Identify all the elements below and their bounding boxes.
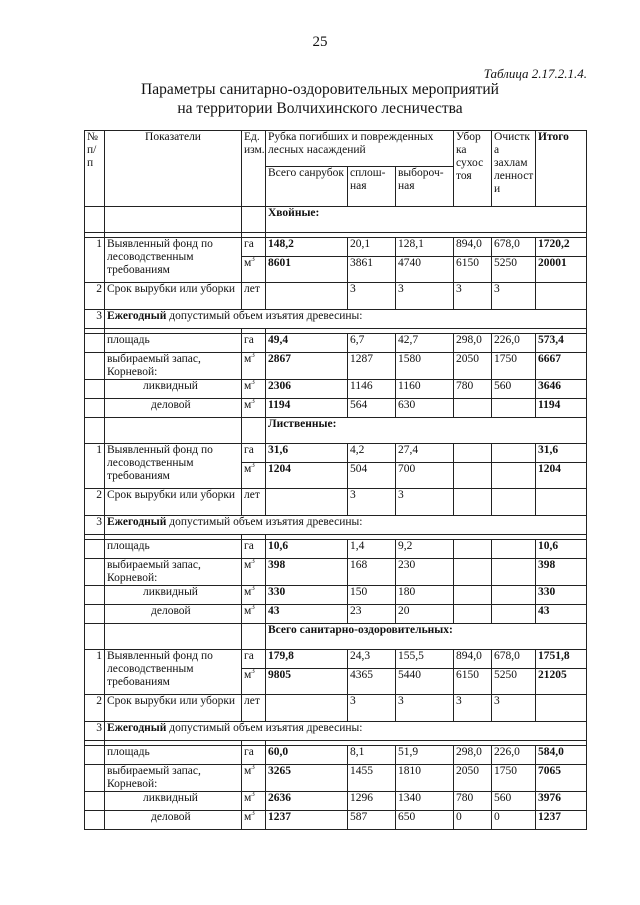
value-deadwood [454, 463, 492, 489]
annual-header-row [85, 310, 587, 329]
value-total: 43 [536, 605, 587, 624]
value-total-felling: 43 [266, 605, 348, 624]
row-number: 1 [85, 444, 105, 489]
empty-cell [242, 418, 266, 444]
value-deadwood [454, 444, 492, 463]
value-total-felling: 2306 [266, 380, 348, 399]
row-number: 2 [85, 283, 105, 310]
value-selective: 51,9 [396, 746, 454, 765]
value-clear-cut: 8,1 [348, 746, 396, 765]
header-total-felling: Всего санрубок [266, 167, 348, 207]
row-number: 2 [85, 695, 105, 722]
empty-cell [85, 792, 105, 811]
value-clear-cut: 4365 [348, 669, 396, 695]
header-selective: выбороч-ная [396, 167, 454, 207]
value-clearing [492, 399, 536, 418]
value-cell: 3 [396, 283, 454, 310]
fund-ha-row [85, 650, 587, 669]
row-label: Выявленный фонд по лесоводственным требованиям [105, 238, 242, 283]
annual-bold-word: Ежегодный [107, 310, 167, 322]
value-selective: 27,4 [396, 444, 454, 463]
detail-row [85, 559, 587, 586]
value-deadwood [454, 605, 492, 624]
value-selective: 1810 [396, 765, 454, 792]
fund-ha-row [85, 238, 587, 257]
value-total: 6667 [536, 353, 587, 380]
annual-header-row [85, 722, 587, 741]
value-cell: 3 [396, 695, 454, 722]
value-deadwood: 894,0 [454, 238, 492, 257]
row-label: ликвидный [105, 380, 242, 399]
value-cell: 3 [454, 695, 492, 722]
value-total: 21205 [536, 669, 587, 695]
value-total-felling: 2636 [266, 792, 348, 811]
row-label: площадь [105, 334, 242, 353]
empty-cell [242, 624, 266, 650]
detail-row [85, 811, 587, 830]
annual-volume-label [105, 722, 587, 741]
value-deadwood [454, 399, 492, 418]
value-selective: 128,1 [396, 238, 454, 257]
empty-cell [85, 334, 105, 353]
empty-cell [85, 586, 105, 605]
section-title-row [85, 624, 587, 650]
value-total-felling: 398 [266, 559, 348, 586]
empty-cell [85, 418, 105, 444]
value-clear-cut: 23 [348, 605, 396, 624]
header-clear-cut: сплош-ная [348, 167, 396, 207]
value-clear-cut: 24,3 [348, 650, 396, 669]
unit-cell: $м^3$ [242, 586, 266, 605]
row-number: 1 [85, 238, 105, 283]
value-clearing: 226,0 [492, 334, 536, 353]
value-total: 3646 [536, 380, 587, 399]
section-title-row [85, 418, 587, 444]
value-cell: 3 [454, 283, 492, 310]
row-label: выбираемый запас, Корневой: [105, 765, 242, 792]
term-row [85, 283, 587, 310]
value-clearing: 678,0 [492, 650, 536, 669]
header-indicators: Показатели [105, 131, 242, 207]
value-deadwood: 2050 [454, 353, 492, 380]
unit-cell: га [242, 334, 266, 353]
empty-cell [85, 605, 105, 624]
value-cell: 3 [348, 283, 396, 310]
empty-cell [85, 746, 105, 765]
value-cell [492, 489, 536, 516]
value-cell: 3 [396, 489, 454, 516]
value-cell [536, 489, 587, 516]
value-cell [266, 695, 348, 722]
value-clearing: 560 [492, 380, 536, 399]
value-total-felling: 3265 [266, 765, 348, 792]
document-title [0, 80, 640, 118]
parameters-table [84, 130, 587, 830]
unit-cell: га [242, 746, 266, 765]
value-cell [454, 489, 492, 516]
value-clear-cut: 587 [348, 811, 396, 830]
table-body [85, 207, 587, 830]
value-deadwood: 780 [454, 380, 492, 399]
detail-row [85, 765, 587, 792]
value-clear-cut: 6,7 [348, 334, 396, 353]
row-number: 1 [85, 650, 105, 695]
value-selective: 4740 [396, 257, 454, 283]
value-deadwood: 6150 [454, 257, 492, 283]
value-selective: 20 [396, 605, 454, 624]
value-selective: 9,2 [396, 540, 454, 559]
empty-cell [85, 765, 105, 792]
value-clearing: 1750 [492, 353, 536, 380]
empty-cell [85, 559, 105, 586]
value-clear-cut: 564 [348, 399, 396, 418]
row-label: площадь [105, 746, 242, 765]
value-deadwood [454, 540, 492, 559]
section-title: Хвойные: [266, 207, 587, 233]
row-label: Срок вырубки или уборки [105, 283, 242, 310]
value-clear-cut: 1,4 [348, 540, 396, 559]
value-total: 3976 [536, 792, 587, 811]
title-line-2: на территории Волчихинского лесничества [177, 100, 463, 117]
value-clearing: 5250 [492, 257, 536, 283]
row-label: площадь [105, 540, 242, 559]
detail-row [85, 353, 587, 380]
value-cell: 3 [348, 489, 396, 516]
value-deadwood: 298,0 [454, 334, 492, 353]
value-deadwood: 780 [454, 792, 492, 811]
value-cell [266, 489, 348, 516]
detail-row [85, 792, 587, 811]
unit-cell: лет [242, 489, 266, 516]
value-total-felling: 49,4 [266, 334, 348, 353]
value-total-felling: 1204 [266, 463, 348, 489]
unit-cell: га [242, 650, 266, 669]
value-clear-cut: 3861 [348, 257, 396, 283]
value-clear-cut: 1296 [348, 792, 396, 811]
row-label: деловой [105, 811, 242, 830]
value-clearing [492, 444, 536, 463]
value-deadwood: 298,0 [454, 746, 492, 765]
value-total-felling: 2867 [266, 353, 348, 380]
value-selective: 155,5 [396, 650, 454, 669]
value-total: 31,6 [536, 444, 587, 463]
annual-rest-text: допустимый объем изъятия древесины: [166, 722, 363, 734]
value-selective: 630 [396, 399, 454, 418]
value-selective: 650 [396, 811, 454, 830]
table-header [85, 131, 587, 207]
value-clearing [492, 559, 536, 586]
value-total-felling: 10,6 [266, 540, 348, 559]
unit-cell: га [242, 238, 266, 257]
section-title: Лиственные: [266, 418, 587, 444]
value-cell: 3 [492, 283, 536, 310]
unit-cell: $м^3$ [242, 463, 266, 489]
section-title-row [85, 207, 587, 233]
header-unit: Ед. изм. [242, 131, 266, 207]
row-label: выбираемый запас, Корневой: [105, 559, 242, 586]
value-selective: 1160 [396, 380, 454, 399]
empty-cell [85, 540, 105, 559]
empty-cell [85, 624, 105, 650]
value-cell: 3 [348, 695, 396, 722]
detail-row [85, 334, 587, 353]
annual-volume-label [105, 310, 587, 329]
row-number: 3 [85, 722, 105, 741]
value-selective: 230 [396, 559, 454, 586]
row-label: деловой [105, 399, 242, 418]
annual-volume-label [105, 516, 587, 535]
empty-cell [105, 207, 242, 233]
value-total: 1237 [536, 811, 587, 830]
unit-cell: $м^3$ [242, 353, 266, 380]
value-clearing [492, 540, 536, 559]
value-clear-cut: 1287 [348, 353, 396, 380]
empty-cell [85, 811, 105, 830]
unit-cell: га [242, 540, 266, 559]
row-label: ликвидный [105, 586, 242, 605]
value-clearing: 560 [492, 792, 536, 811]
value-total: 20001 [536, 257, 587, 283]
header-total: Итого [536, 131, 587, 207]
unit-cell: лет [242, 695, 266, 722]
value-selective: 5440 [396, 669, 454, 695]
annual-rest-text: допустимый объем изъятия древесины: [166, 310, 363, 322]
unit-cell: $м^3$ [242, 380, 266, 399]
value-deadwood [454, 586, 492, 605]
detail-row [85, 380, 587, 399]
term-row [85, 695, 587, 722]
value-total: 1751,8 [536, 650, 587, 669]
value-total-felling: 9805 [266, 669, 348, 695]
title-line-1: Параметры санитарно-оздоровительных мероприятий [141, 81, 499, 98]
value-clear-cut: 504 [348, 463, 396, 489]
term-row [85, 489, 587, 516]
value-clear-cut: 20,1 [348, 238, 396, 257]
value-total: 10,6 [536, 540, 587, 559]
value-clearing: 226,0 [492, 746, 536, 765]
empty-cell [242, 207, 266, 233]
table-reference: Таблица 2.17.2.1.4. [483, 66, 587, 81]
unit-cell: $м^3$ [242, 399, 266, 418]
empty-cell [105, 418, 242, 444]
value-total-felling: 148,2 [266, 238, 348, 257]
value-total: 584,0 [536, 746, 587, 765]
value-deadwood: 6150 [454, 669, 492, 695]
row-number: 2 [85, 489, 105, 516]
value-total: 7065 [536, 765, 587, 792]
value-clear-cut: 1146 [348, 380, 396, 399]
value-selective: 1580 [396, 353, 454, 380]
empty-cell [85, 399, 105, 418]
row-label: ликвидный [105, 792, 242, 811]
value-total-felling: 179,8 [266, 650, 348, 669]
value-cell [536, 283, 587, 310]
section-title: Всего санитарно-оздоровительных: [266, 624, 587, 650]
value-clear-cut: 168 [348, 559, 396, 586]
value-selective: 700 [396, 463, 454, 489]
annual-bold-word: Ежегодный [107, 516, 167, 528]
row-label: Выявленный фонд по лесоводственным требованиям [105, 650, 242, 695]
empty-cell [85, 353, 105, 380]
unit-cell: $м^3$ [242, 669, 266, 695]
value-total: 573,4 [536, 334, 587, 353]
row-label: Выявленный фонд по лесоводственным требованиям [105, 444, 242, 489]
detail-row [85, 399, 587, 418]
value-selective: 42,7 [396, 334, 454, 353]
empty-cell [85, 207, 105, 233]
value-deadwood [454, 559, 492, 586]
unit-cell: $м^3$ [242, 257, 266, 283]
annual-header-row [85, 516, 587, 535]
value-deadwood: 2050 [454, 765, 492, 792]
value-clear-cut: 150 [348, 586, 396, 605]
unit-cell: $м^3$ [242, 811, 266, 830]
row-number: 3 [85, 516, 105, 535]
value-clearing: 678,0 [492, 238, 536, 257]
value-cell [266, 283, 348, 310]
value-total-felling: 330 [266, 586, 348, 605]
row-label: выбираемый запас, Корневой: [105, 353, 242, 380]
empty-cell [85, 380, 105, 399]
header-deadwood: Убор ка сухос тоя [454, 131, 492, 207]
value-cell: 3 [492, 695, 536, 722]
value-selective: 180 [396, 586, 454, 605]
unit-cell: $м^3$ [242, 559, 266, 586]
value-total: 1194 [536, 399, 587, 418]
row-number: 3 [85, 310, 105, 329]
value-clearing [492, 463, 536, 489]
value-total: 1204 [536, 463, 587, 489]
value-total: 1720,2 [536, 238, 587, 257]
header-clearing: Очистк а захлам ленност и [492, 131, 536, 207]
value-clearing [492, 586, 536, 605]
unit-cell: га [242, 444, 266, 463]
unit-cell: $м^3$ [242, 792, 266, 811]
row-label: Срок вырубки или уборки [105, 489, 242, 516]
unit-cell: $м^3$ [242, 605, 266, 624]
annual-rest-text: допустимый объем изъятия древесины: [166, 516, 363, 528]
detail-row [85, 605, 587, 624]
page-number: 25 [312, 34, 328, 50]
value-deadwood: 0 [454, 811, 492, 830]
value-cell [536, 695, 587, 722]
detail-row [85, 746, 587, 765]
value-total: 398 [536, 559, 587, 586]
annual-bold-word: Ежегодный [107, 722, 167, 734]
value-total-felling: 60,0 [266, 746, 348, 765]
detail-row [85, 586, 587, 605]
row-label: Срок вырубки или уборки [105, 695, 242, 722]
value-clearing [492, 605, 536, 624]
value-total-felling: 1237 [266, 811, 348, 830]
value-clearing: 5250 [492, 669, 536, 695]
value-clear-cut: 4,2 [348, 444, 396, 463]
value-total-felling: 8601 [266, 257, 348, 283]
header-num: № п/п [85, 131, 105, 207]
value-deadwood: 894,0 [454, 650, 492, 669]
value-total-felling: 1194 [266, 399, 348, 418]
detail-row [85, 540, 587, 559]
value-clearing: 1750 [492, 765, 536, 792]
value-total-felling: 31,6 [266, 444, 348, 463]
value-clear-cut: 1455 [348, 765, 396, 792]
unit-cell: лет [242, 283, 266, 310]
empty-cell [105, 624, 242, 650]
header-felling-group: Рубка погибших и поврежденных лесных насаждений [266, 131, 454, 167]
value-total: 330 [536, 586, 587, 605]
row-label: деловой [105, 605, 242, 624]
value-selective: 1340 [396, 792, 454, 811]
value-clearing: 0 [492, 811, 536, 830]
unit-cell: $м^3$ [242, 765, 266, 792]
fund-ha-row [85, 444, 587, 463]
